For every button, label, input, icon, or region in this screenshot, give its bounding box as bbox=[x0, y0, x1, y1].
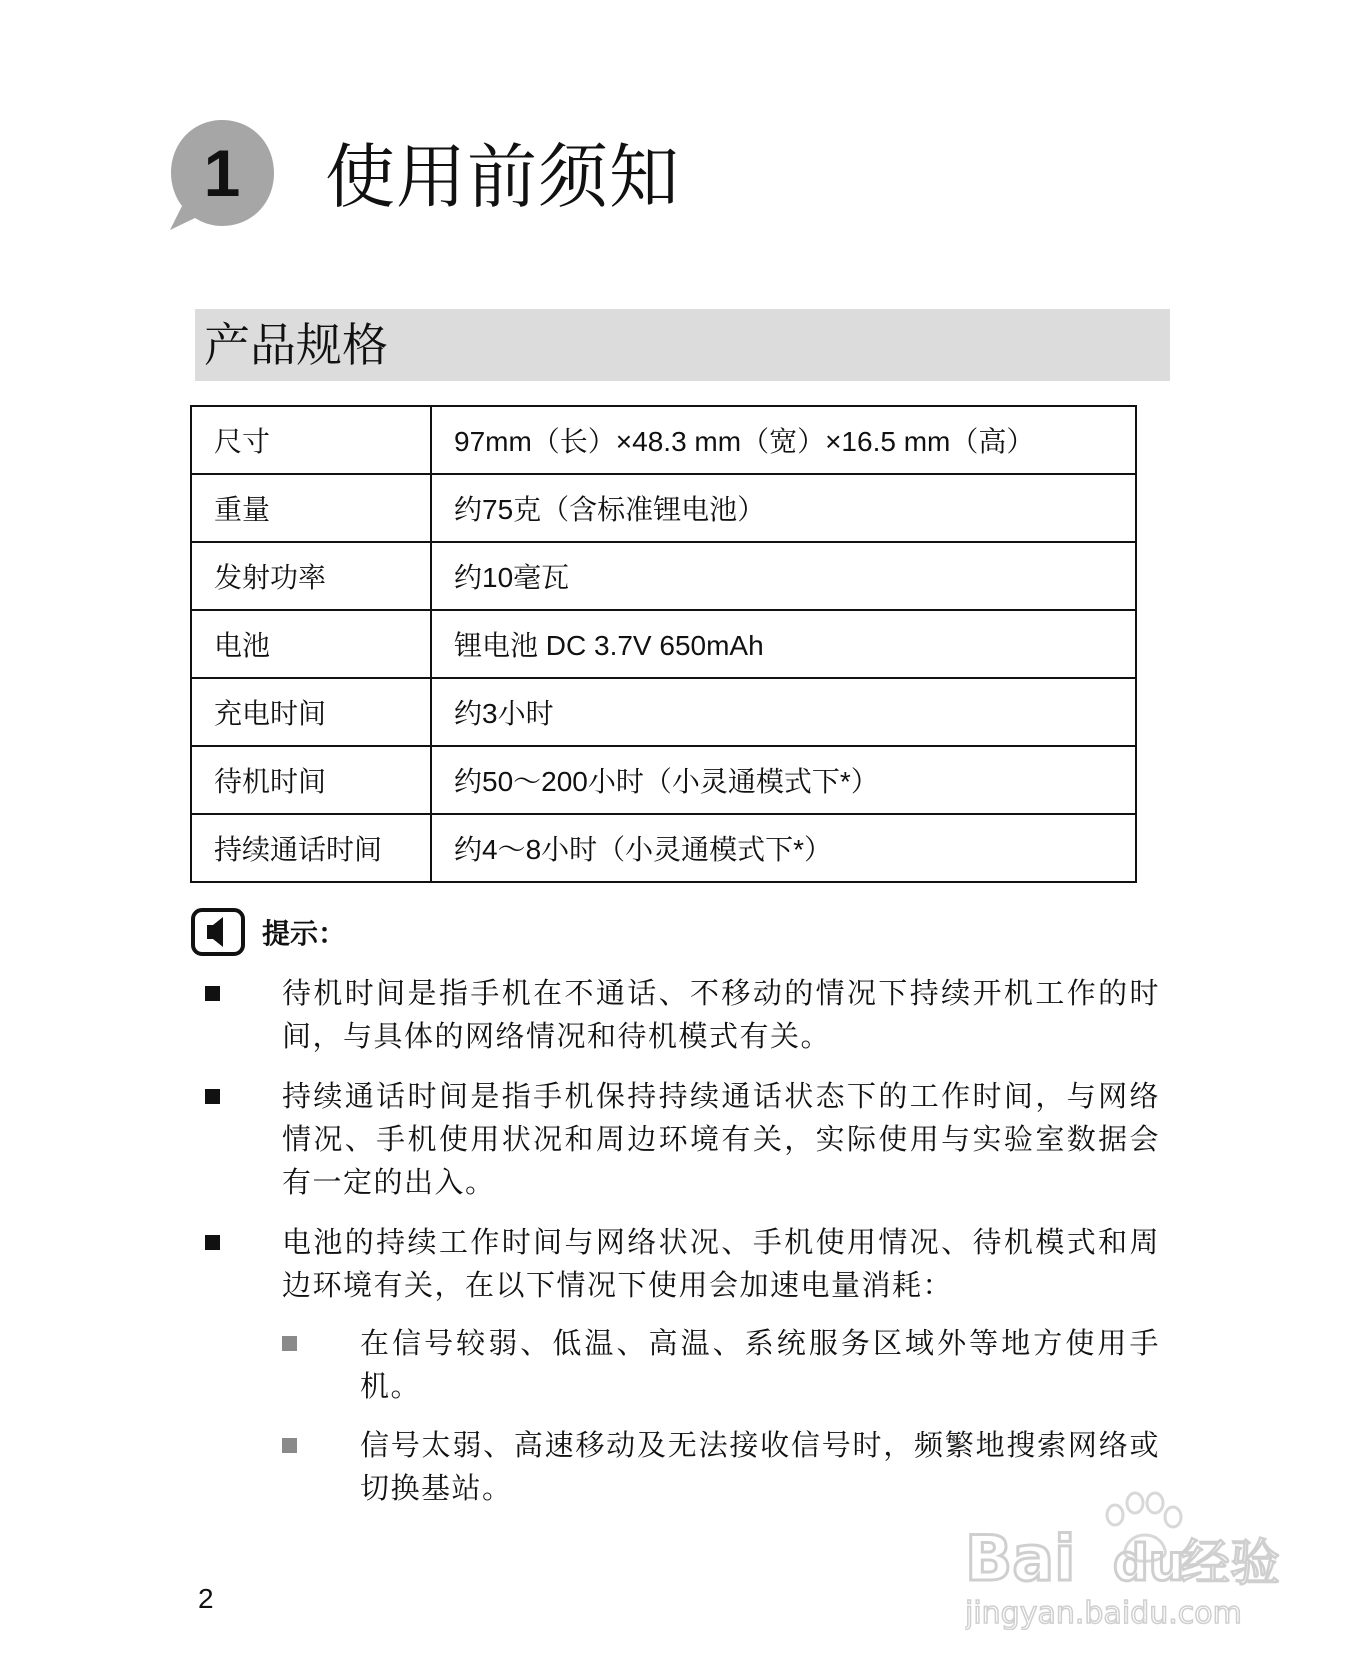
bullet-icon bbox=[205, 986, 220, 1001]
sub-bullet-icon bbox=[282, 1438, 297, 1453]
spec-label: 发射功率 bbox=[191, 542, 431, 610]
specs-table bbox=[190, 405, 1137, 883]
svg-text:du: du bbox=[1113, 1534, 1185, 1592]
spec-label: 重量 bbox=[191, 474, 431, 542]
spec-value: 约50～200小时（小灵通模式下*） bbox=[431, 746, 1136, 814]
chapter-title: 使用前须知 bbox=[325, 136, 680, 218]
spec-value: 约10毫瓦 bbox=[431, 542, 1136, 610]
table-row bbox=[191, 542, 1136, 610]
tip-subitem: 信号太弱、高速移动及无法接收信号时，频繁地搜索网络或切换基站。 bbox=[360, 1428, 1160, 1505]
page-number: 2 bbox=[198, 1583, 214, 1614]
section-title: 产品规格 bbox=[204, 318, 388, 372]
spec-label: 持续通话时间 bbox=[191, 814, 431, 882]
baidu-jingyan-watermark-logo bbox=[965, 1455, 1285, 1630]
tip-item: 持续通话时间是指手机保持持续通话状态下的工作时间，与网络情况、手机使用状况和周边环境有关，实际使用与实验室数据会有一定的出入。 bbox=[282, 1079, 1160, 1199]
chapter-number: 1 bbox=[203, 136, 241, 210]
spec-value: 约75克（含标准锂电池） bbox=[431, 474, 1136, 542]
spec-label: 待机时间 bbox=[191, 746, 431, 814]
spec-label: 尺寸 bbox=[191, 406, 431, 474]
spec-label: 电池 bbox=[191, 610, 431, 678]
table-row bbox=[191, 746, 1136, 814]
svg-text:Bai: Bai bbox=[965, 1522, 1076, 1595]
tip-item: 电池的持续工作时间与网络状况、手机使用情况、待机模式和周边环境有关，在以下情况下使用会加速电量消耗： bbox=[282, 1225, 1160, 1302]
table-row bbox=[191, 814, 1136, 882]
spec-value: 97mm（长）×48.3 mm（宽）×16.5 mm（高） bbox=[431, 406, 1136, 474]
spec-value: 约4～8小时（小灵通模式下*） bbox=[431, 814, 1136, 882]
tip-item: 待机时间是指手机在不通话、不移动的情况下持续开机工作的时间，与具体的网络情况和待机模式有关。 bbox=[282, 976, 1160, 1053]
speaker-note-icon bbox=[190, 907, 246, 957]
table-row bbox=[191, 678, 1136, 746]
spec-label: 充电时间 bbox=[191, 678, 431, 746]
table-row bbox=[191, 474, 1136, 542]
table-row bbox=[191, 610, 1136, 678]
bullet-icon bbox=[205, 1089, 220, 1104]
svg-text:经验: 经验 bbox=[1180, 1534, 1280, 1592]
tip-label: 提示： bbox=[262, 917, 347, 950]
tip-subitem: 在信号较弱、低温、高温、系统服务区域外等地方使用手机。 bbox=[360, 1326, 1160, 1403]
table-row bbox=[191, 406, 1136, 474]
bullet-icon bbox=[205, 1235, 220, 1250]
spec-value: 约3小时 bbox=[431, 678, 1136, 746]
spec-value: 锂电池 DC 3.7V 650mAh bbox=[431, 610, 1136, 678]
svg-text:jingyan.baidu.com: jingyan.baidu.com bbox=[965, 1596, 1242, 1630]
sub-bullet-icon bbox=[282, 1336, 297, 1351]
